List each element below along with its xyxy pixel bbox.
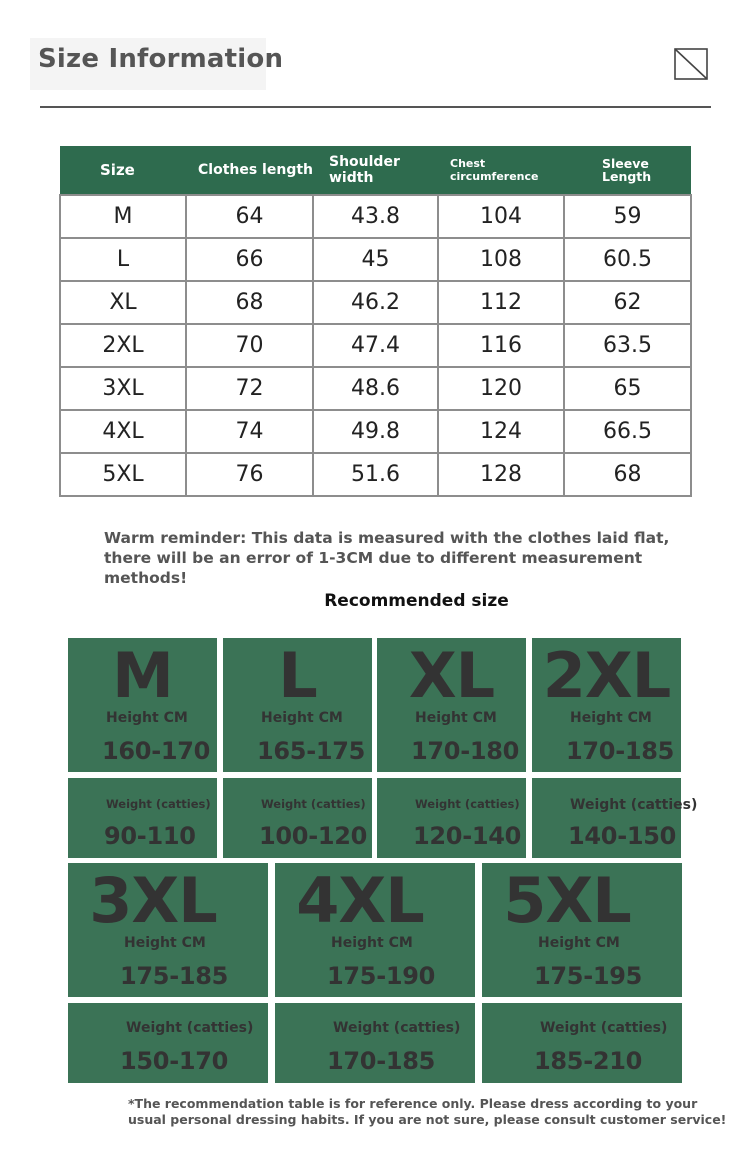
measurement-cell: 108 <box>438 238 564 281</box>
measurement-cell: 116 <box>438 324 564 367</box>
weight-range: 100-120 <box>259 822 368 850</box>
height-range: 175-195 <box>534 962 643 990</box>
recommended-title: Recommended size <box>324 591 509 611</box>
height-range: 170-185 <box>566 737 675 765</box>
column-header-length: Clothes length <box>186 146 313 195</box>
size-label: 2XL <box>542 639 671 712</box>
table-row <box>60 238 691 281</box>
weight-label: Weight (catties) <box>126 1020 254 1036</box>
measurement-cell: 46.2 <box>313 281 438 324</box>
measurement-cell: 72 <box>186 367 313 410</box>
page-title: Size Information <box>38 44 284 74</box>
measurement-cell: 68 <box>186 281 313 324</box>
size-label: 5XL <box>503 864 631 937</box>
measurement-cell: 128 <box>438 453 564 496</box>
table-row <box>60 195 691 238</box>
height-range: 160-170 <box>102 737 211 765</box>
size-chart-table <box>59 146 692 497</box>
measurement-cell: 74 <box>186 410 313 453</box>
weight-range: 90-110 <box>104 822 196 850</box>
weight-range: 120-140 <box>413 822 522 850</box>
weight-label: Weight (catties) <box>540 1020 668 1036</box>
measurement-cell: 64 <box>186 195 313 238</box>
measurement-cell: 62 <box>564 281 691 324</box>
size-label: 3XL <box>89 864 217 937</box>
measurement-cell: 124 <box>438 410 564 453</box>
weight-range: 170-185 <box>327 1047 436 1075</box>
size-label: M <box>112 639 173 712</box>
measurement-cell: 65 <box>564 367 691 410</box>
size-cell: M <box>60 195 186 238</box>
measurement-cell: 60.5 <box>564 238 691 281</box>
size-cell: 2XL <box>60 324 186 367</box>
corner-box-icon <box>674 48 708 80</box>
measurement-cell: 47.4 <box>313 324 438 367</box>
size-cell: 4XL <box>60 410 186 453</box>
measurement-cell: 120 <box>438 367 564 410</box>
height-label: Height CM <box>570 710 652 726</box>
height-range: 170-180 <box>411 737 520 765</box>
size-cell: 3XL <box>60 367 186 410</box>
measurement-cell: 68 <box>564 453 691 496</box>
weight-range: 150-170 <box>120 1047 229 1075</box>
table-row <box>60 324 691 367</box>
weight-range: 185-210 <box>534 1047 643 1075</box>
height-label: Height CM <box>124 935 206 951</box>
size-cell: 5XL <box>60 453 186 496</box>
column-header-sleeve: Sleeve Length <box>564 146 691 195</box>
height-range: 175-185 <box>120 962 229 990</box>
measurement-cell: 45 <box>313 238 438 281</box>
measurement-cell: 51.6 <box>313 453 438 496</box>
weight-label: Weight (catties) <box>333 1020 461 1036</box>
measurement-cell: 66.5 <box>564 410 691 453</box>
measurement-cell: 43.8 <box>313 195 438 238</box>
measurement-cell: 112 <box>438 281 564 324</box>
size-cell: L <box>60 238 186 281</box>
table-header-row <box>60 146 691 195</box>
measurement-cell: 70 <box>186 324 313 367</box>
measurement-cell: 49.8 <box>313 410 438 453</box>
title-divider <box>40 106 711 108</box>
size-label: 4XL <box>296 864 424 937</box>
table-row <box>60 367 691 410</box>
height-range: 175-190 <box>327 962 436 990</box>
weight-label: Weight (catties) <box>570 797 698 813</box>
size-label: L <box>278 639 317 712</box>
height-label: Height CM <box>261 710 343 726</box>
column-header-size: Size <box>60 146 186 195</box>
weight-label: Weight (catties) <box>261 797 366 811</box>
column-header-chest: Chest circumference <box>438 146 564 195</box>
measurement-cell: 66 <box>186 238 313 281</box>
height-label: Height CM <box>106 710 188 726</box>
height-label: Height CM <box>331 935 413 951</box>
measurement-cell: 59 <box>564 195 691 238</box>
table-row <box>60 281 691 324</box>
warm-reminder: Warm reminder: This data is measured with the clothes laid flat, there will be an error of 1-3CM due to different measurement methods! <box>104 529 670 587</box>
measurement-cell: 104 <box>438 195 564 238</box>
height-label: Height CM <box>538 935 620 951</box>
size-label: XL <box>408 639 495 712</box>
measurement-cell: 48.6 <box>313 367 438 410</box>
height-label: Height CM <box>415 710 497 726</box>
table-row <box>60 453 691 496</box>
footer-note: *The recommendation table is for reference only. Please dress according to your usual personal dressing habits. If you are not sure, please consult customer service! <box>128 1096 727 1127</box>
table-row <box>60 410 691 453</box>
height-range: 165-175 <box>257 737 366 765</box>
weight-label: Weight (catties) <box>106 797 211 811</box>
weight-label: Weight (catties) <box>415 797 520 811</box>
column-header-shoulder: Shoulder width <box>313 146 438 195</box>
weight-range: 140-150 <box>568 822 677 850</box>
measurement-cell: 63.5 <box>564 324 691 367</box>
measurement-cell: 76 <box>186 453 313 496</box>
size-cell: XL <box>60 281 186 324</box>
